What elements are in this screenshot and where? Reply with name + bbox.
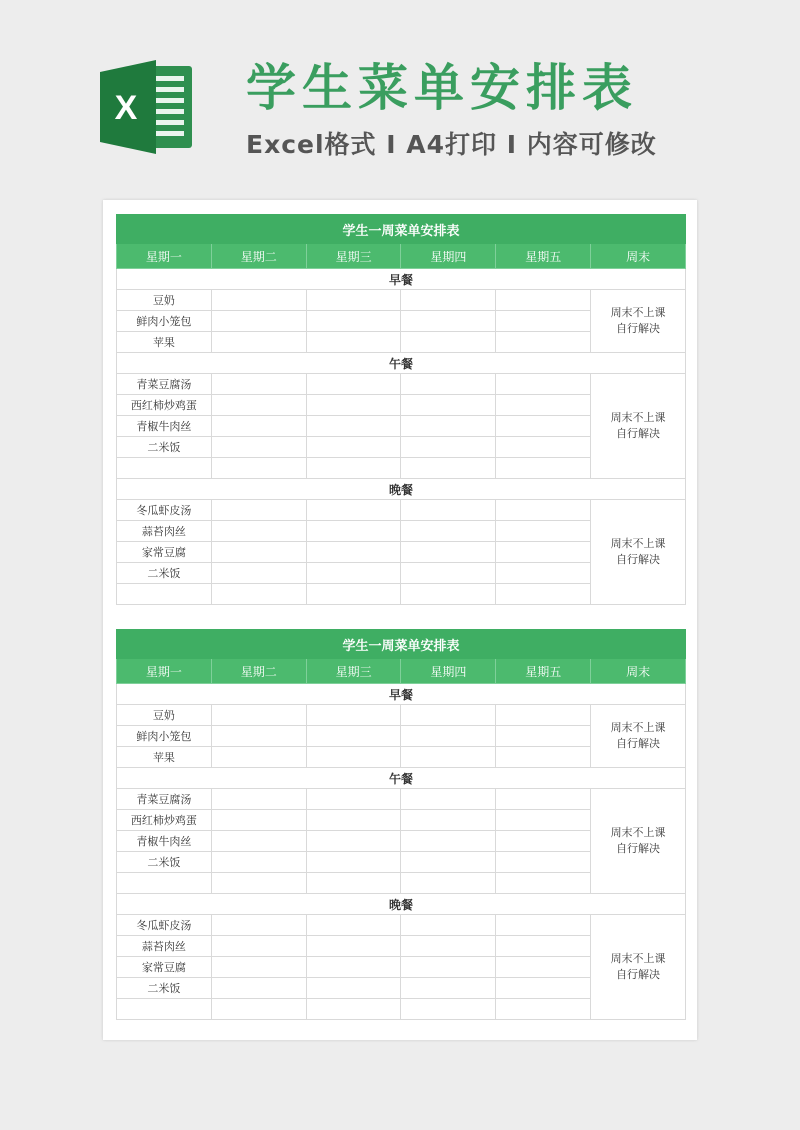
day-header: 星期四 [401,659,496,684]
empty-cell[interactable] [496,563,591,584]
menu-item-cell[interactable]: 苹果 [117,747,212,768]
empty-cell[interactable] [401,852,496,873]
empty-cell[interactable] [401,831,496,852]
empty-cell[interactable] [401,936,496,957]
empty-cell[interactable] [211,311,306,332]
empty-cell[interactable] [306,789,401,810]
empty-cell[interactable] [496,747,591,768]
empty-cell[interactable] [496,831,591,852]
empty-cell[interactable] [306,437,401,458]
weekend-note: 周末不上课 自行解决 [591,500,686,605]
empty-cell[interactable] [496,915,591,936]
empty-cell[interactable] [401,374,496,395]
menu-item-cell[interactable] [117,458,212,479]
empty-cell[interactable] [401,395,496,416]
empty-cell[interactable] [401,915,496,936]
empty-cell[interactable] [401,311,496,332]
menu-item-cell[interactable]: 二米饭 [117,437,212,458]
empty-cell[interactable] [496,395,591,416]
empty-cell[interactable] [211,726,306,747]
table-caption: 学生一周菜单安排表 [117,630,686,659]
empty-cell[interactable] [401,563,496,584]
empty-cell[interactable] [496,852,591,873]
empty-cell[interactable] [211,852,306,873]
empty-cell[interactable] [211,374,306,395]
day-header: 星期五 [496,244,591,269]
weekend-note: 周末不上课 自行解决 [591,374,686,479]
empty-cell[interactable] [306,311,401,332]
empty-cell[interactable] [211,500,306,521]
empty-cell[interactable] [211,416,306,437]
empty-cell[interactable] [496,705,591,726]
empty-cell[interactable] [496,290,591,311]
menu-item-cell[interactable]: 鲜肉小笼包 [117,311,212,332]
day-header: 周末 [591,244,686,269]
menu-item-cell[interactable] [117,999,212,1020]
empty-cell[interactable] [211,395,306,416]
empty-cell[interactable] [306,873,401,894]
empty-cell[interactable] [401,500,496,521]
sheet-page [103,200,697,1040]
menu-item-cell[interactable]: 青椒牛肉丝 [117,831,212,852]
empty-cell[interactable] [496,789,591,810]
menu-item-cell[interactable]: 青椒牛肉丝 [117,416,212,437]
meal-section-label: 午餐 [117,353,686,374]
day-header: 星期三 [306,659,401,684]
empty-cell[interactable] [401,957,496,978]
empty-cell[interactable] [496,726,591,747]
empty-cell[interactable] [496,332,591,353]
empty-cell[interactable] [401,290,496,311]
meal-section-label: 晚餐 [117,894,686,915]
menu-item-cell[interactable]: 青菜豆腐汤 [117,789,212,810]
page-title: 学生菜单安排表 [246,59,638,117]
empty-cell[interactable] [211,789,306,810]
page-subtitle: Excel格式 I A4打印 I 内容可修改 [246,130,657,159]
empty-cell[interactable] [211,831,306,852]
empty-cell[interactable] [306,542,401,563]
empty-cell[interactable] [211,290,306,311]
empty-cell[interactable] [401,437,496,458]
empty-cell[interactable] [211,873,306,894]
empty-cell[interactable] [211,584,306,605]
empty-cell[interactable] [401,542,496,563]
empty-cell[interactable] [401,416,496,437]
empty-cell[interactable] [496,873,591,894]
empty-cell[interactable] [496,521,591,542]
empty-cell[interactable] [496,936,591,957]
day-header: 星期二 [211,244,306,269]
empty-cell[interactable] [306,936,401,957]
menu-item-cell[interactable]: 二米饭 [117,563,212,584]
table-row [117,789,686,810]
empty-cell[interactable] [496,416,591,437]
menu-item-cell[interactable] [117,584,212,605]
empty-cell[interactable] [306,563,401,584]
empty-cell[interactable] [306,957,401,978]
menu-item-cell[interactable]: 西红柿炒鸡蛋 [117,810,212,831]
weekend-note: 周末不上课 自行解决 [591,290,686,353]
menu-item-cell[interactable]: 青菜豆腐汤 [117,374,212,395]
empty-cell[interactable] [211,957,306,978]
empty-cell[interactable] [306,831,401,852]
empty-cell[interactable] [306,395,401,416]
empty-cell[interactable] [496,999,591,1020]
empty-cell[interactable] [496,437,591,458]
empty-cell[interactable] [306,747,401,768]
empty-cell[interactable] [401,521,496,542]
empty-cell[interactable] [496,957,591,978]
day-header: 星期五 [496,659,591,684]
empty-cell[interactable] [401,873,496,894]
menu-item-cell[interactable]: 二米饭 [117,978,212,999]
empty-cell[interactable] [306,374,401,395]
empty-cell[interactable] [306,915,401,936]
empty-cell[interactable] [401,584,496,605]
empty-cell[interactable] [401,789,496,810]
table-row [117,915,686,936]
meal-section-label: 早餐 [117,684,686,705]
empty-cell[interactable] [306,726,401,747]
meal-section-label: 早餐 [117,269,686,290]
day-header: 星期四 [401,244,496,269]
empty-cell[interactable] [496,810,591,831]
weekend-note: 周末不上课 自行解决 [591,915,686,1020]
menu-item-cell[interactable]: 蒜苔肉丝 [117,936,212,957]
menu-item-cell[interactable]: 家常豆腐 [117,542,212,563]
menu-item-cell[interactable]: 冬瓜虾皮汤 [117,500,212,521]
menu-item-cell[interactable]: 二米饭 [117,852,212,873]
empty-cell[interactable] [401,726,496,747]
empty-cell[interactable] [211,747,306,768]
empty-cell[interactable] [401,810,496,831]
menu-item-cell[interactable]: 冬瓜虾皮汤 [117,915,212,936]
empty-cell[interactable] [306,705,401,726]
menu-table-2 [116,629,686,1020]
empty-cell[interactable] [496,978,591,999]
empty-cell[interactable] [401,332,496,353]
empty-cell[interactable] [306,332,401,353]
table-caption: 学生一周菜单安排表 [117,215,686,244]
meal-section-label: 午餐 [117,768,686,789]
menu-item-cell[interactable] [117,873,212,894]
empty-cell[interactable] [496,542,591,563]
menu-item-cell[interactable]: 西红柿炒鸡蛋 [117,395,212,416]
menu-item-cell[interactable]: 蒜苔肉丝 [117,521,212,542]
empty-cell[interactable] [211,521,306,542]
table-row [117,705,686,726]
empty-cell[interactable] [401,978,496,999]
menu-item-cell[interactable]: 豆奶 [117,705,212,726]
empty-cell[interactable] [211,915,306,936]
empty-cell[interactable] [306,416,401,437]
empty-cell[interactable] [306,584,401,605]
empty-cell[interactable] [211,563,306,584]
empty-cell[interactable] [496,584,591,605]
weekend-note: 周末不上课 自行解决 [591,705,686,768]
empty-cell[interactable] [306,810,401,831]
day-header: 星期三 [306,244,401,269]
empty-cell[interactable] [306,521,401,542]
empty-cell[interactable] [211,458,306,479]
empty-cell[interactable] [401,705,496,726]
empty-cell[interactable] [306,999,401,1020]
empty-cell[interactable] [211,705,306,726]
empty-cell[interactable] [211,437,306,458]
day-header: 星期一 [117,244,212,269]
empty-cell[interactable] [496,374,591,395]
empty-cell[interactable] [306,458,401,479]
table-row [117,500,686,521]
empty-cell[interactable] [211,978,306,999]
empty-cell[interactable] [496,500,591,521]
empty-cell[interactable] [211,332,306,353]
empty-cell[interactable] [496,458,591,479]
empty-cell[interactable] [211,810,306,831]
empty-cell[interactable] [306,290,401,311]
table-row [117,290,686,311]
empty-cell[interactable] [306,500,401,521]
excel-logo-icon [100,60,194,154]
empty-cell[interactable] [306,852,401,873]
day-header: 星期一 [117,659,212,684]
empty-cell[interactable] [211,542,306,563]
empty-cell[interactable] [496,311,591,332]
table-row [117,374,686,395]
day-header: 星期二 [211,659,306,684]
menu-item-cell[interactable]: 家常豆腐 [117,957,212,978]
empty-cell[interactable] [401,747,496,768]
day-header: 周末 [591,659,686,684]
menu-table-1 [116,214,686,605]
empty-cell[interactable] [211,999,306,1020]
logo-letter: X [114,89,138,127]
empty-cell[interactable] [306,978,401,999]
empty-cell[interactable] [401,999,496,1020]
empty-cell[interactable] [401,458,496,479]
menu-item-cell[interactable]: 苹果 [117,332,212,353]
menu-item-cell[interactable]: 鲜肉小笼包 [117,726,212,747]
menu-item-cell[interactable]: 豆奶 [117,290,212,311]
empty-cell[interactable] [211,936,306,957]
meal-section-label: 晚餐 [117,479,686,500]
weekend-note: 周末不上课 自行解决 [591,789,686,894]
